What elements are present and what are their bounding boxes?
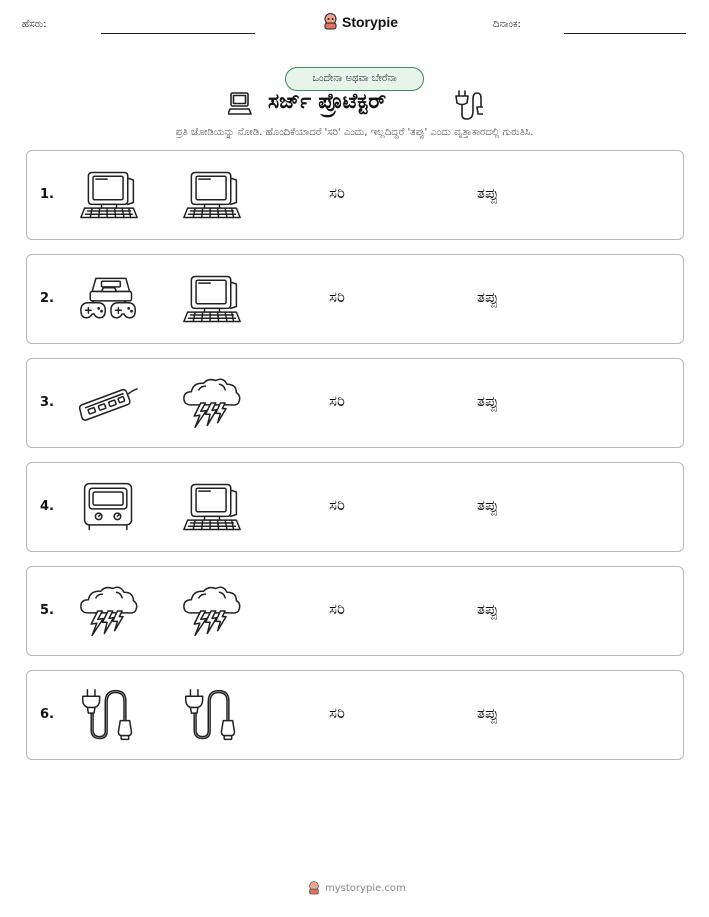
name-line[interactable] bbox=[101, 33, 255, 34]
option-true[interactable]: ಸರಿ bbox=[329, 392, 345, 410]
question-number: 2. bbox=[40, 291, 54, 306]
date-line[interactable] bbox=[564, 33, 686, 34]
question-row-4 bbox=[26, 462, 684, 552]
footer-site-link[interactable]: mystorypie.com bbox=[325, 882, 406, 894]
option-false[interactable]: ತಪ್ಪು bbox=[477, 288, 499, 306]
computer-icon bbox=[79, 167, 139, 223]
question-row-3 bbox=[26, 358, 684, 448]
option-false[interactable]: ತಪ್ಪು bbox=[477, 184, 499, 202]
power-plug-icon bbox=[79, 687, 139, 743]
question-row-5 bbox=[26, 566, 684, 656]
activity-badge: ಒಂದೇನಾ ಅಥವಾ ಬೇರೆನಾ bbox=[285, 67, 424, 91]
instructions: ಪ್ರತಿ ಜೋಡಿಯನ್ನು ನೋಡಿ. ಹೊಂದಿಕೆಯಾದರೆ 'ಸರಿ' ಎಂದು, ಇಲ್ಲದಿದ್ದರೆ 'ತಪ್ಪು' ಎಂದು ವೃತ್ತಾಕಾರದಲ್ಲಿ ಗುರುತಿಸಿ. bbox=[175, 127, 534, 138]
title-row bbox=[0, 89, 709, 123]
question-number: 1. bbox=[40, 187, 54, 202]
question-number: 6. bbox=[40, 707, 54, 722]
computer-icon bbox=[182, 167, 242, 223]
option-false[interactable]: ತಪ್ಪು bbox=[477, 600, 499, 618]
storypie-mascot-icon bbox=[308, 881, 320, 895]
worksheet-title: ಸರ್ಜ್ ಪ್ರೊಟೆಕ್ಟರ್ bbox=[268, 89, 387, 113]
option-false[interactable]: ತಪ್ಪು bbox=[477, 392, 499, 410]
question-row-2 bbox=[26, 254, 684, 344]
lightning-cloud-icon bbox=[182, 375, 242, 431]
date-label: ದಿನಾಂಕ: bbox=[493, 19, 521, 30]
computer-icon bbox=[182, 479, 242, 535]
computer-icon bbox=[182, 271, 242, 327]
question-number: 3. bbox=[40, 395, 54, 410]
microwave-icon bbox=[79, 479, 139, 535]
option-true[interactable]: ಸರಿ bbox=[329, 496, 345, 514]
brand-logo bbox=[323, 13, 398, 30]
power-plug-icon bbox=[455, 89, 483, 121]
game-console-icon bbox=[79, 271, 139, 327]
storypie-mascot-icon bbox=[323, 13, 338, 30]
option-true[interactable]: ಸರಿ bbox=[329, 600, 345, 618]
power-strip-icon bbox=[79, 375, 139, 431]
question-number: 4. bbox=[40, 499, 54, 514]
computer-icon bbox=[228, 91, 252, 117]
lightning-cloud-icon bbox=[79, 583, 139, 639]
option-false[interactable]: ತಪ್ಪು bbox=[477, 704, 499, 722]
option-true[interactable]: ಸರಿ bbox=[329, 184, 345, 202]
lightning-cloud-icon bbox=[182, 583, 242, 639]
name-label: ಹೆಸರು: bbox=[22, 19, 47, 30]
brand-name: Storypie bbox=[342, 13, 399, 30]
option-false[interactable]: ತಪ್ಪು bbox=[477, 496, 499, 514]
question-row-1 bbox=[26, 150, 684, 240]
question-number: 5. bbox=[40, 603, 54, 618]
option-true[interactable]: ಸರಿ bbox=[329, 288, 345, 306]
question-row-6 bbox=[26, 670, 684, 760]
power-plug-icon bbox=[182, 687, 242, 743]
footer bbox=[308, 881, 406, 895]
option-true[interactable]: ಸರಿ bbox=[329, 704, 345, 722]
